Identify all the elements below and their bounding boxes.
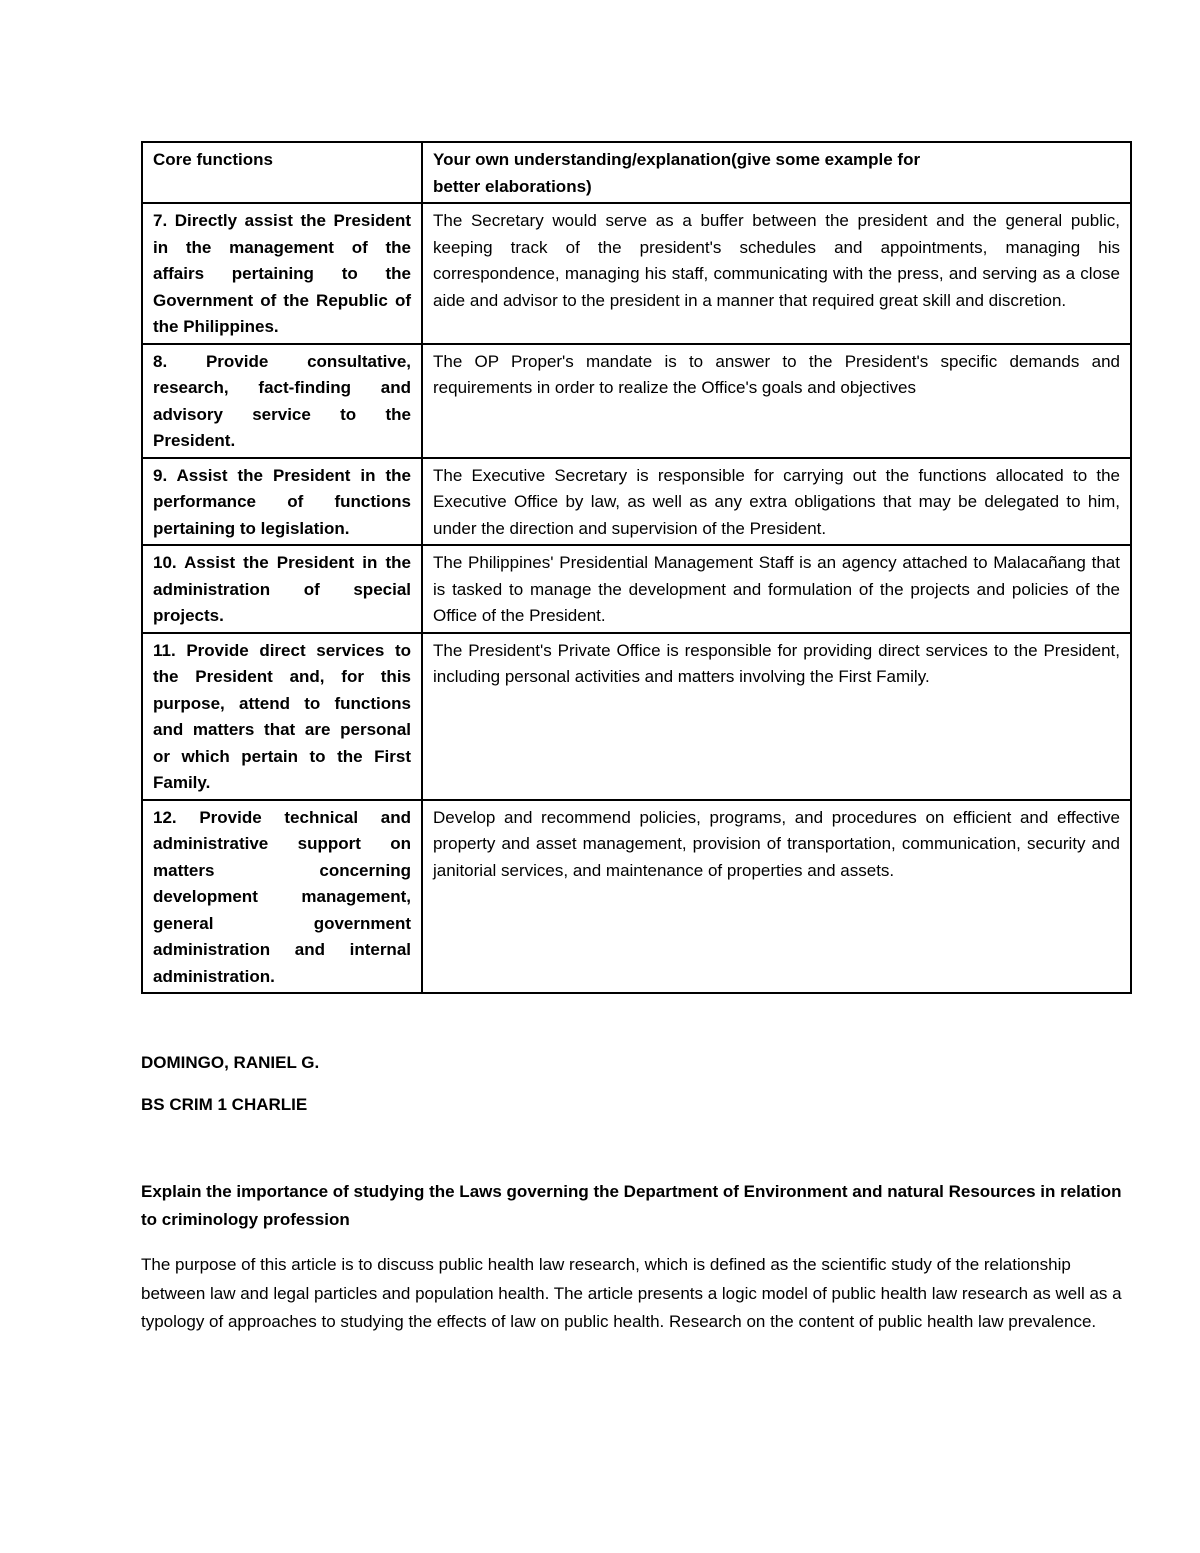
explanation-cell: The Philippines' Presidential Management Staff is an agency attached to Malacañang that is tasked to manage the development and formulation of the projects and policies of the Office of the President. (422, 545, 1131, 633)
core-functions-table (141, 141, 1132, 994)
table-row (142, 458, 1131, 546)
essay-answer: The purpose of this article is to discuss public health law research, which is defined as the scientific study of the relationship between law and legal particles and population health. The article presents a logic model of public health law research as well as a typology of approaches to studying the effects of law on public health. Research on the content of public health law prevalence. (141, 1255, 1122, 1331)
header-explanation-line1: Your own understanding/explanation(give some example for (433, 150, 921, 169)
table-row (142, 633, 1131, 800)
table-header-row (142, 142, 1131, 203)
core-function-cell: 9. Assist the President in the performance of functions pertaining to legislation. (142, 458, 422, 546)
header-explanation (422, 142, 1131, 203)
explanation-cell: Develop and recommend policies, programs, and procedures on efficient and effective property and asset management, provision of transportation, communication, security and janitorial services, and maintenance of properties and assets. (422, 800, 1131, 994)
table-row (142, 344, 1131, 458)
table-row (142, 545, 1131, 633)
table-row (142, 203, 1131, 344)
student-section: BS CRIM 1 CHARLIE (141, 1095, 308, 1114)
explanation-cell: The Executive Secretary is responsible for carrying out the functions allocated to the Executive Office by law, as well as any extra obligations that may be delegated to him, under the direction and supervision of the President. (422, 458, 1131, 546)
explanation-cell: The President's Private Office is responsible for providing direct services to the President, including personal activities and matters involving the First Family. (422, 633, 1131, 800)
header-core-functions: Core functions (142, 142, 422, 203)
table-row (142, 800, 1131, 994)
core-function-cell: 8. Provide consultative, research, fact-finding and advisory service to the President. (142, 344, 422, 458)
core-function-cell: 12. Provide technical and administrative support on matters concerning development management, general government administration and internal administration. (142, 800, 422, 994)
explanation-cell: The Secretary would serve as a buffer between the president and the general public, keeping track of the president's schedules and appointments, managing his correspondence, managing his staff, communicating with the press, and serving as a close aide and advisor to the president in a manner that required great skill and discretion. (422, 203, 1131, 344)
core-function-cell: 7. Directly assist the President in the management of the affairs pertaining to the Government of the Republic of the Philippines. (142, 203, 422, 344)
core-function-cell: 11. Provide direct services to the President and, for this purpose, attend to functions and matters that are personal or which pertain to the First Family. (142, 633, 422, 800)
explanation-cell: The OP Proper's mandate is to answer to the President's specific demands and requirements in order to realize the Office's goals and objectives (422, 344, 1131, 458)
essay-question: Explain the importance of studying the Laws governing the Department of Environment and natural Resources in relation to criminology profession (141, 1182, 1122, 1229)
header-explanation-line2: better elaborations) (433, 176, 592, 196)
student-name: DOMINGO, RANIEL G. (141, 1053, 320, 1072)
core-function-cell: 10. Assist the President in the administration of special projects. (142, 545, 422, 633)
